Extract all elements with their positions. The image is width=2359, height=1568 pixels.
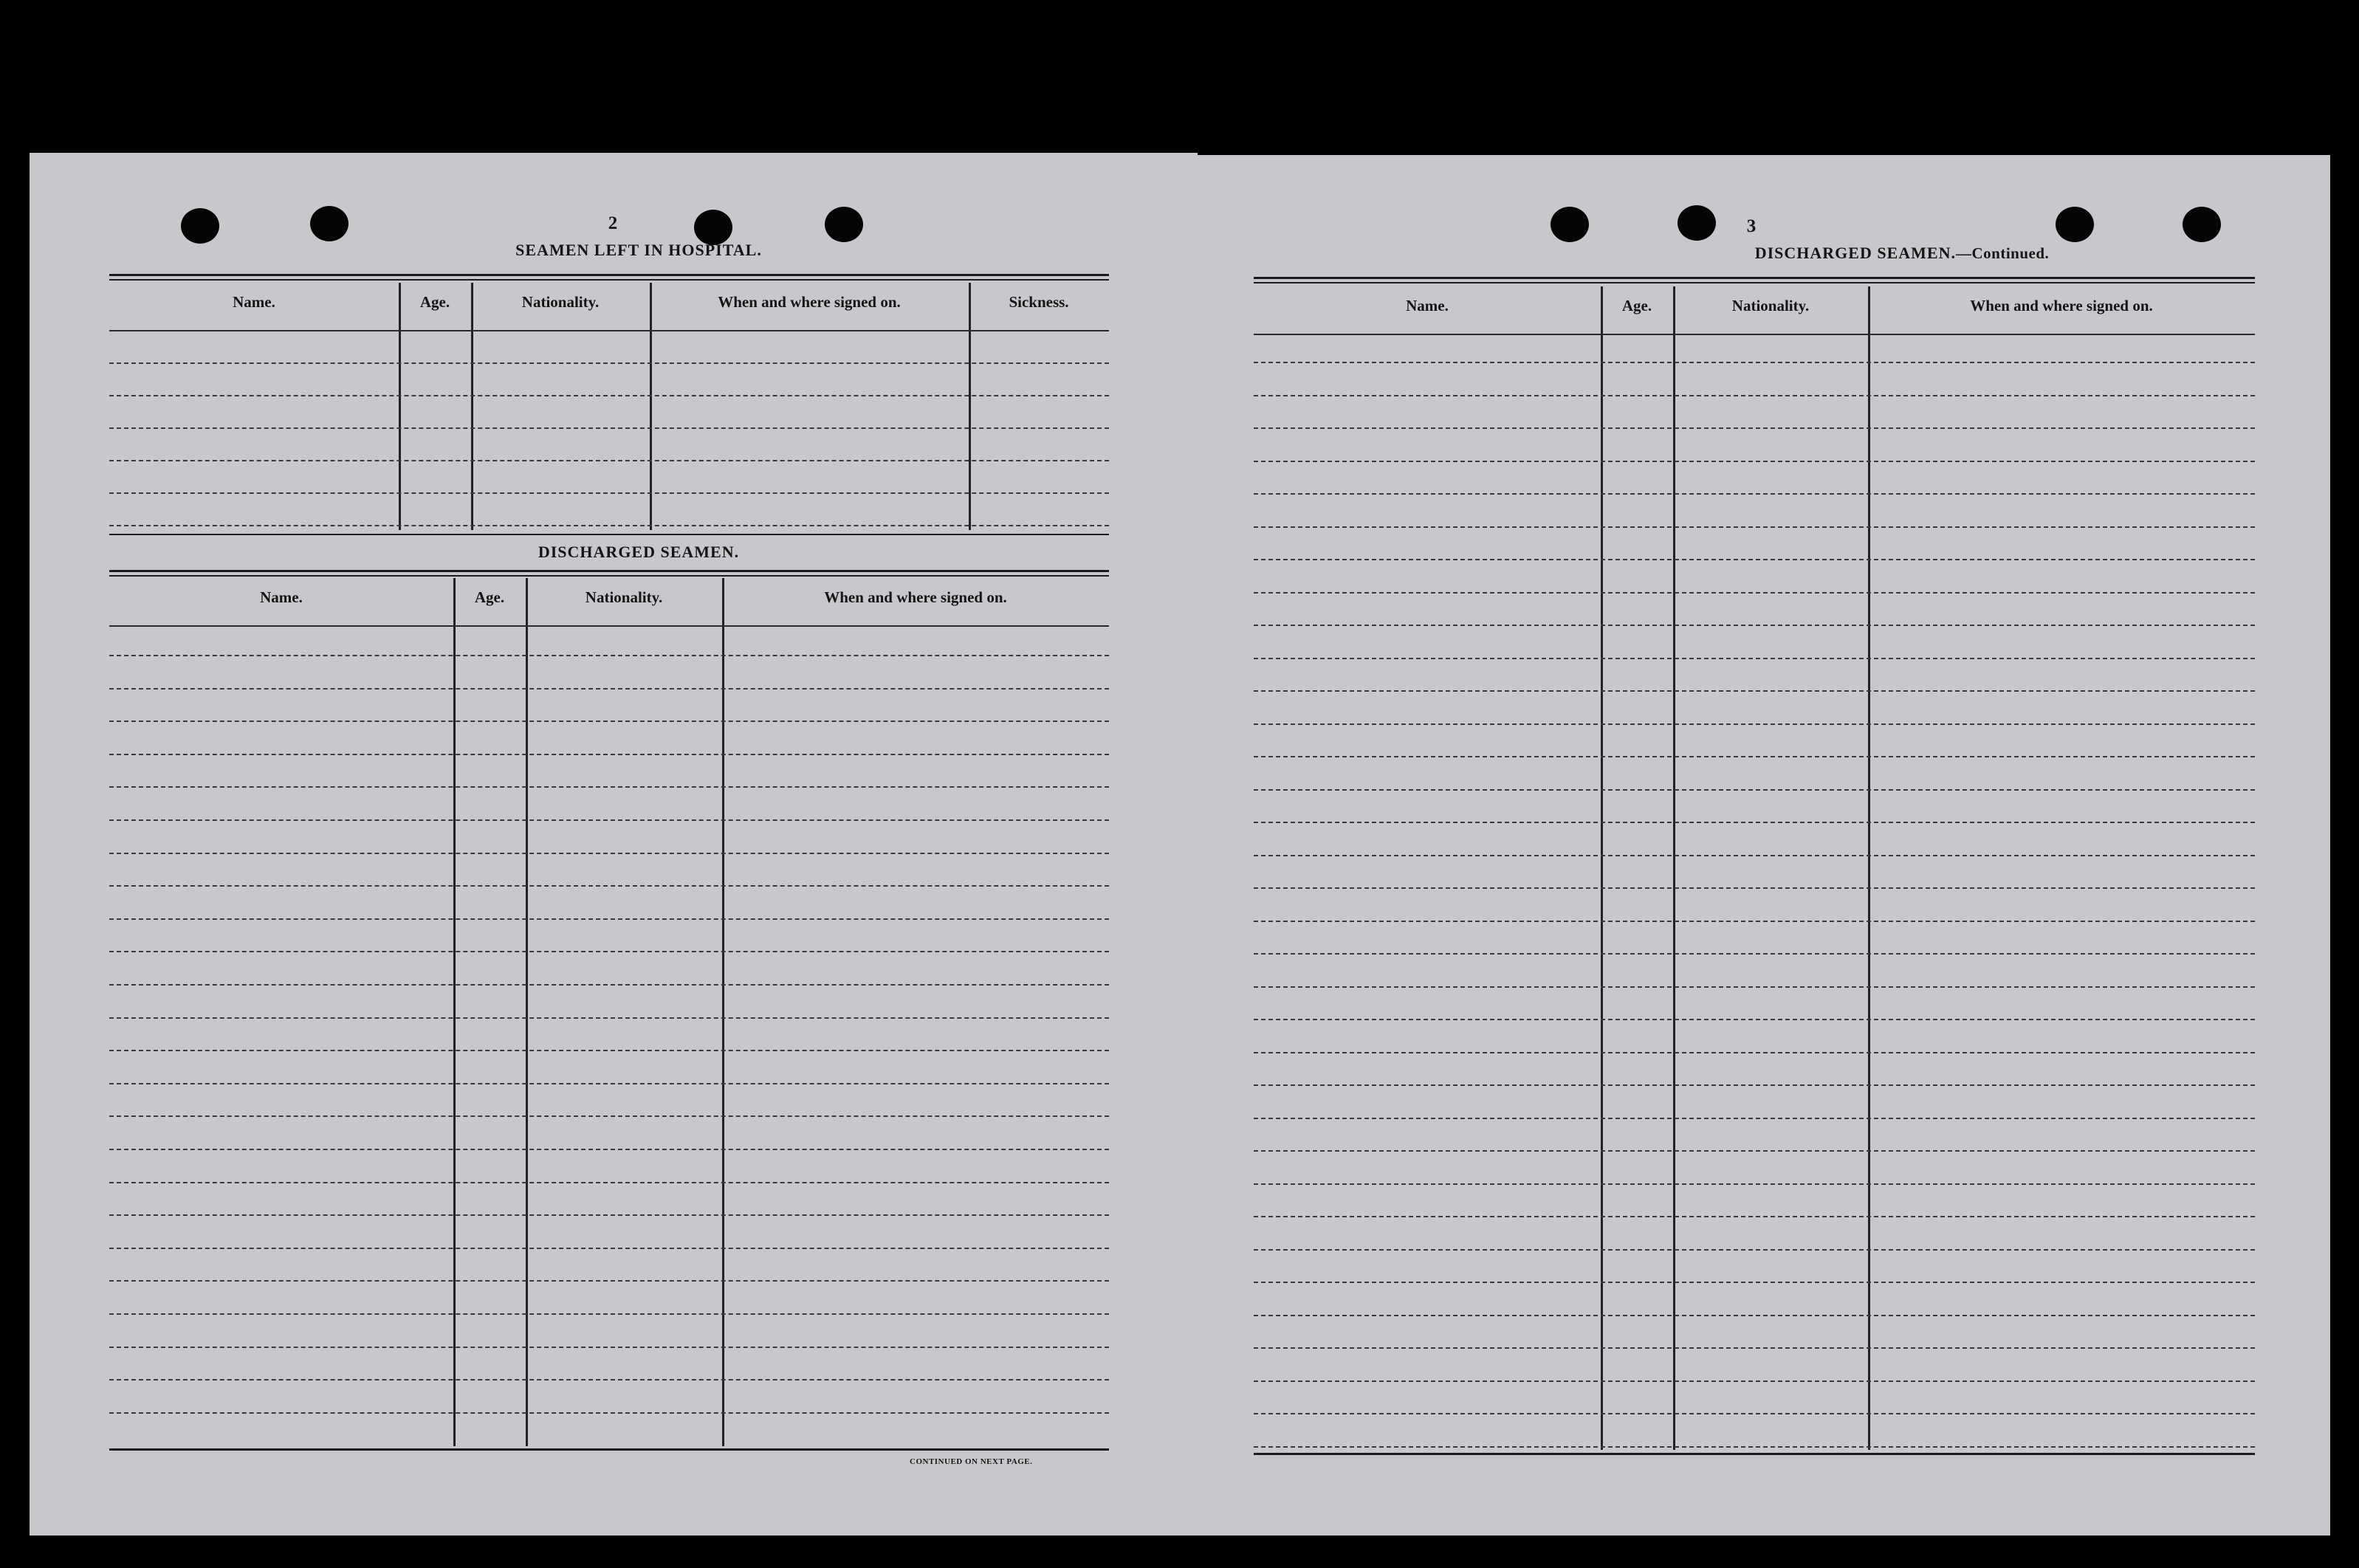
- entry-line: [1254, 427, 2255, 429]
- entry-line: [109, 362, 1109, 364]
- entry-line: [109, 1313, 1109, 1315]
- right-page: [1186, 155, 2330, 1536]
- entry-line: [1254, 1249, 2255, 1251]
- entry-line: [109, 1412, 1109, 1414]
- entry-line: [1254, 1150, 2255, 1152]
- column-divider: [722, 578, 724, 1446]
- section-title-suffix: —Continued.: [1955, 244, 2050, 262]
- header-underline: [1254, 334, 2255, 335]
- punch-hole: [825, 207, 863, 242]
- entry-line: [1254, 1380, 2255, 1382]
- entry-line: [1254, 1282, 2255, 1283]
- section-rule: [109, 534, 1109, 535]
- column-header-age: Age.: [474, 588, 505, 606]
- column-header-name: Name.: [260, 588, 303, 606]
- punch-hole: [181, 208, 219, 244]
- punch-hole: [2183, 207, 2221, 242]
- section-rule: [109, 1448, 1109, 1451]
- entry-line: [109, 460, 1109, 461]
- entry-line: [1254, 559, 2255, 560]
- entry-line: [1254, 1413, 2255, 1414]
- column-header-sickness: Sickness.: [1009, 293, 1069, 311]
- entry-line: [1254, 395, 2255, 396]
- entry-line: [109, 1050, 1109, 1051]
- entry-line: [109, 1347, 1109, 1348]
- continued-note: CONTINUED ON NEXT PAGE.: [910, 1457, 1033, 1466]
- section-rule: [109, 279, 1109, 281]
- entry-line: [109, 1280, 1109, 1282]
- header-underline: [109, 330, 1109, 331]
- entry-line: [1254, 855, 2255, 856]
- entry-line: [1254, 1052, 2255, 1053]
- punch-hole: [310, 206, 348, 241]
- entry-line: [109, 655, 1109, 656]
- entry-line: [109, 984, 1109, 986]
- section-rule: [109, 575, 1109, 577]
- entry-line: [1254, 493, 2255, 495]
- entry-line: [1254, 822, 2255, 823]
- entry-line: [109, 786, 1109, 788]
- section-rule: [1254, 1453, 2255, 1455]
- entry-line: [109, 1379, 1109, 1380]
- entry-line: [109, 1182, 1109, 1183]
- entry-line: [109, 1248, 1109, 1249]
- punch-hole: [694, 210, 732, 245]
- entry-line: [1254, 1019, 2255, 1020]
- entry-line: [1254, 362, 2255, 363]
- entry-line: [1254, 592, 2255, 594]
- entry-line: [1254, 526, 2255, 528]
- punch-hole: [2056, 207, 2094, 242]
- section-rule: [109, 274, 1109, 276]
- column-header-nationality: Nationality.: [585, 588, 663, 606]
- entry-line: [1254, 756, 2255, 757]
- entry-line: [1254, 723, 2255, 725]
- entry-line: [1254, 1216, 2255, 1217]
- column-divider: [453, 578, 456, 1446]
- page-number: 2: [608, 213, 618, 233]
- column-header-nationality: Nationality.: [521, 293, 600, 311]
- entry-line: [109, 721, 1109, 722]
- entry-line: [109, 1017, 1109, 1019]
- entry-line: [1254, 1315, 2255, 1316]
- discharged-continued-title: [1496, 244, 2308, 263]
- entry-line: [109, 427, 1109, 429]
- section-rule: [109, 570, 1109, 572]
- entry-line: [109, 1149, 1109, 1150]
- section-rule: [1254, 277, 2255, 279]
- entry-line: [109, 853, 1109, 854]
- entry-line: [1254, 625, 2255, 626]
- entry-line: [109, 754, 1109, 755]
- entry-line: [109, 885, 1109, 887]
- entry-line: [1254, 461, 2255, 462]
- entry-line: [1254, 658, 2255, 659]
- column-header-nationality: Nationality.: [1731, 297, 1810, 314]
- section-title-text: DISCHARGED SEAMEN.: [1754, 244, 1956, 262]
- discharged-section-title: DISCHARGED SEAMEN.: [538, 543, 740, 561]
- hospital-section-title: SEAMEN LEFT IN HOSPITAL.: [515, 241, 762, 259]
- entry-line: [109, 395, 1109, 396]
- column-header-name: Name.: [233, 293, 275, 311]
- punch-hole: [1678, 205, 1716, 241]
- column-header-name: Name.: [1406, 297, 1449, 314]
- section-rule: [1254, 282, 2255, 283]
- entry-line: [109, 918, 1109, 920]
- entry-line: [109, 819, 1109, 821]
- entry-line: [1254, 1084, 2255, 1086]
- entry-line: [109, 951, 1109, 952]
- entry-line: [1254, 690, 2255, 692]
- entry-line: [1254, 789, 2255, 791]
- entry-line: [1254, 1183, 2255, 1185]
- entry-line: [109, 688, 1109, 690]
- entry-line: [1254, 986, 2255, 988]
- column-divider: [526, 578, 528, 1446]
- column-header-signed-on: When and where signed on.: [718, 293, 901, 311]
- column-header-age: Age.: [1621, 297, 1652, 314]
- left-page: [30, 153, 1198, 1536]
- entry-line: [1254, 921, 2255, 922]
- entry-line: [109, 492, 1109, 494]
- entry-line: [109, 1214, 1109, 1216]
- entry-line: [1254, 953, 2255, 955]
- punch-hole: [1551, 207, 1589, 242]
- entry-line: [1254, 887, 2255, 889]
- column-header-signed-on: When and where signed on.: [824, 588, 1007, 606]
- page-number: 3: [1746, 216, 1757, 236]
- header-underline: [109, 625, 1109, 627]
- column-header-age: Age.: [419, 293, 450, 311]
- entry-line: [109, 1083, 1109, 1084]
- entry-line: [1254, 1118, 2255, 1119]
- entry-line: [109, 525, 1109, 526]
- entry-line: [1254, 1347, 2255, 1349]
- entry-line: [1254, 1446, 2255, 1448]
- entry-line: [109, 1115, 1109, 1117]
- column-header-signed-on: When and where signed on.: [1970, 297, 2153, 314]
